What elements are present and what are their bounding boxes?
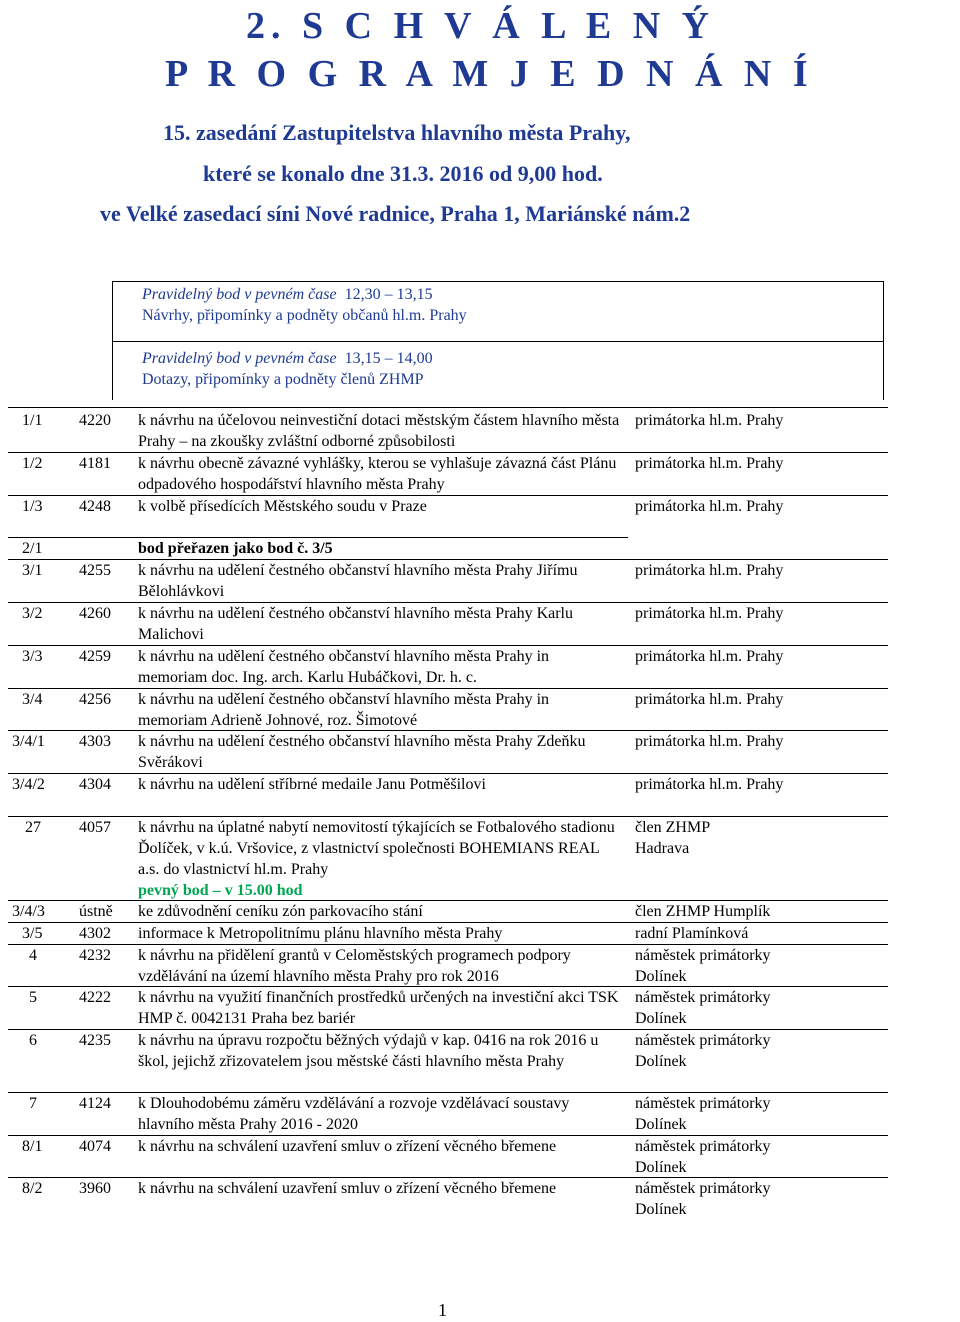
session-title: 15. zasedání Zastupitelstva hlavního města Prahy, <box>163 120 631 145</box>
session-venue: ve Velké zasedací síni Nové radnice, Praha 1, Mariánské nám.2 <box>100 201 691 226</box>
fixed-item-2: Pravidelný bod v pevném čase 13,15 – 14,00 Dotazy, připomínky a podněty členů ZHMP <box>142 350 433 388</box>
fixed-time-note: pevný bod – v 15.00 hod <box>138 882 303 899</box>
page-number: 1 <box>438 1300 447 1320</box>
document-title-line1: 2. S C H V Á L E N Ý <box>246 5 716 47</box>
session-date: které se konalo dne 31.3. 2016 od 9,00 hod. <box>203 161 603 186</box>
document-title-line2: P R O G R A M J E D N Á N Í <box>165 53 814 95</box>
fixed-item-1: Pravidelný bod v pevném čase 12,30 – 13,15 Návrhy, připomínky a podněty občanů hl.m. Prahy <box>142 286 467 324</box>
fixed-time-items <box>112 281 884 400</box>
